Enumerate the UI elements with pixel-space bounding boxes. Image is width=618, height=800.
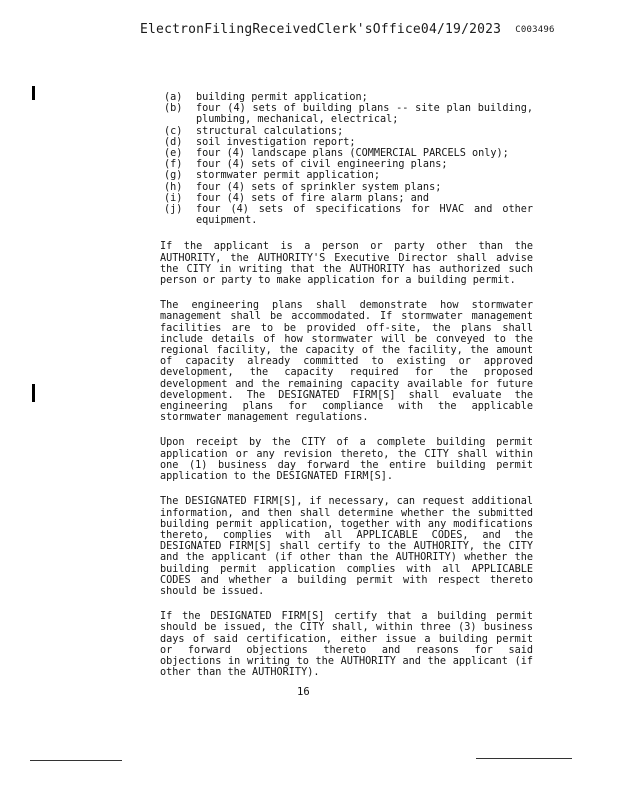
list-item-text: four (4) sets of specifications for HVAC and other equipment. (196, 204, 533, 227)
list-item-text: four (4) sets of sprinkler system plans; (196, 181, 442, 193)
page-number: 16 (297, 686, 310, 698)
footer-rule-left (30, 760, 122, 761)
submission-requirements-list (160, 92, 533, 226)
paragraph-permit-issuance: If the DESIGNATED FIRM[S] certify that a building permit should be issued, the CITY shall, within three (3) business days of said certification, either issue a building permit or forward objections thereto and reasons for said objections in writing to the AUTHORITY and the applicant (if other than the AUTHORITY). (160, 611, 533, 679)
list-item (160, 126, 533, 137)
list-item (160, 193, 533, 204)
list-item (160, 92, 533, 103)
filing-stamp-header (140, 22, 580, 37)
list-item-text: four (4) sets of building plans -- site plan building, plumbing, mechanical, electrical; (196, 103, 533, 126)
list-item-label: (i) (164, 192, 183, 204)
list-item (160, 103, 533, 125)
list-item (160, 159, 533, 170)
margin-mark-middle (32, 384, 35, 402)
list-item-label: (h) (164, 181, 183, 193)
filing-stamp-text: ElectronFilingReceivedClerk'sOffice04/19/2023 (140, 22, 502, 37)
list-item (160, 170, 533, 181)
paragraph-stormwater-plans: The engineering plans shall demonstrate how stormwater management shall be accommodated. If stormwater management facilities are to be provided off-site, the plans shall include details of how stormwater will be conveyed to the regional facility, the capacity of the facility, the amount of capacity already committed to existing or approved development, the capacity required for the proposed development and the remaining capacity available for future development. The DESIGNATED FIRM[S] shall evaluate the engineering plans for compliance with the applicable stormwater management regulations. (160, 300, 533, 424)
list-item-label: (g) (164, 170, 183, 182)
list-item (160, 137, 533, 148)
list-item-label: (f) (164, 159, 183, 171)
list-item-label: (d) (164, 136, 183, 148)
list-item-text: structural calculations; (196, 125, 344, 137)
list-item-text: building permit application; (196, 92, 368, 103)
list-item-text: stormwater permit application; (196, 170, 381, 182)
list-item (160, 148, 533, 159)
footer-rule-right (476, 758, 572, 759)
list-item-text: four (4) sets of fire alarm plans; and (196, 192, 430, 204)
list-item-text: four (4) sets of civil engineering plans; (196, 159, 448, 171)
list-item-label: (c) (164, 125, 183, 137)
margin-mark-top (32, 86, 35, 100)
document-body (160, 92, 533, 678)
list-item (160, 204, 533, 226)
list-item-label: (j) (164, 204, 183, 216)
list-item-label: (e) (164, 148, 183, 160)
paragraph-code-compliance: The DESIGNATED FIRM[S], if necessary, can request additional information, and then shall determine whether the submitted building permit application, together with any modifications thereto, complies with all APPLICABLE CODES, and the DESIGNATED FIRM[S] shall certify to the AUTHORITY, the CITY and the applicant (if other than the AUTHORITY) whether the building permit application complies with all APPLICABLE CODES and whether a building permit with respect thereto should be issued. (160, 496, 533, 597)
list-item-text: four (4) landscape plans (COMMERCIAL PARCELS only); (196, 148, 509, 160)
paragraph-permit-forwarding: Upon receipt by the CITY of a complete building permit application or any revision thereto, the CITY shall within one (1) business day forward the entire building permit application to the DESIGNATED FIRM[S]. (160, 437, 533, 483)
paragraph-applicant-authorization: If the applicant is a person or party other than the AUTHORITY, the AUTHORITY'S Executive Director shall advise the CITY in writing that the AUTHORITY has authorized such person or party to make application for a building permit. (160, 241, 533, 287)
document-code: C003496 (515, 25, 555, 35)
list-item-label: (b) (164, 103, 183, 115)
list-item-label: (a) (164, 92, 183, 103)
list-item-text: soil investigation report; (196, 136, 356, 148)
list-item (160, 182, 533, 193)
